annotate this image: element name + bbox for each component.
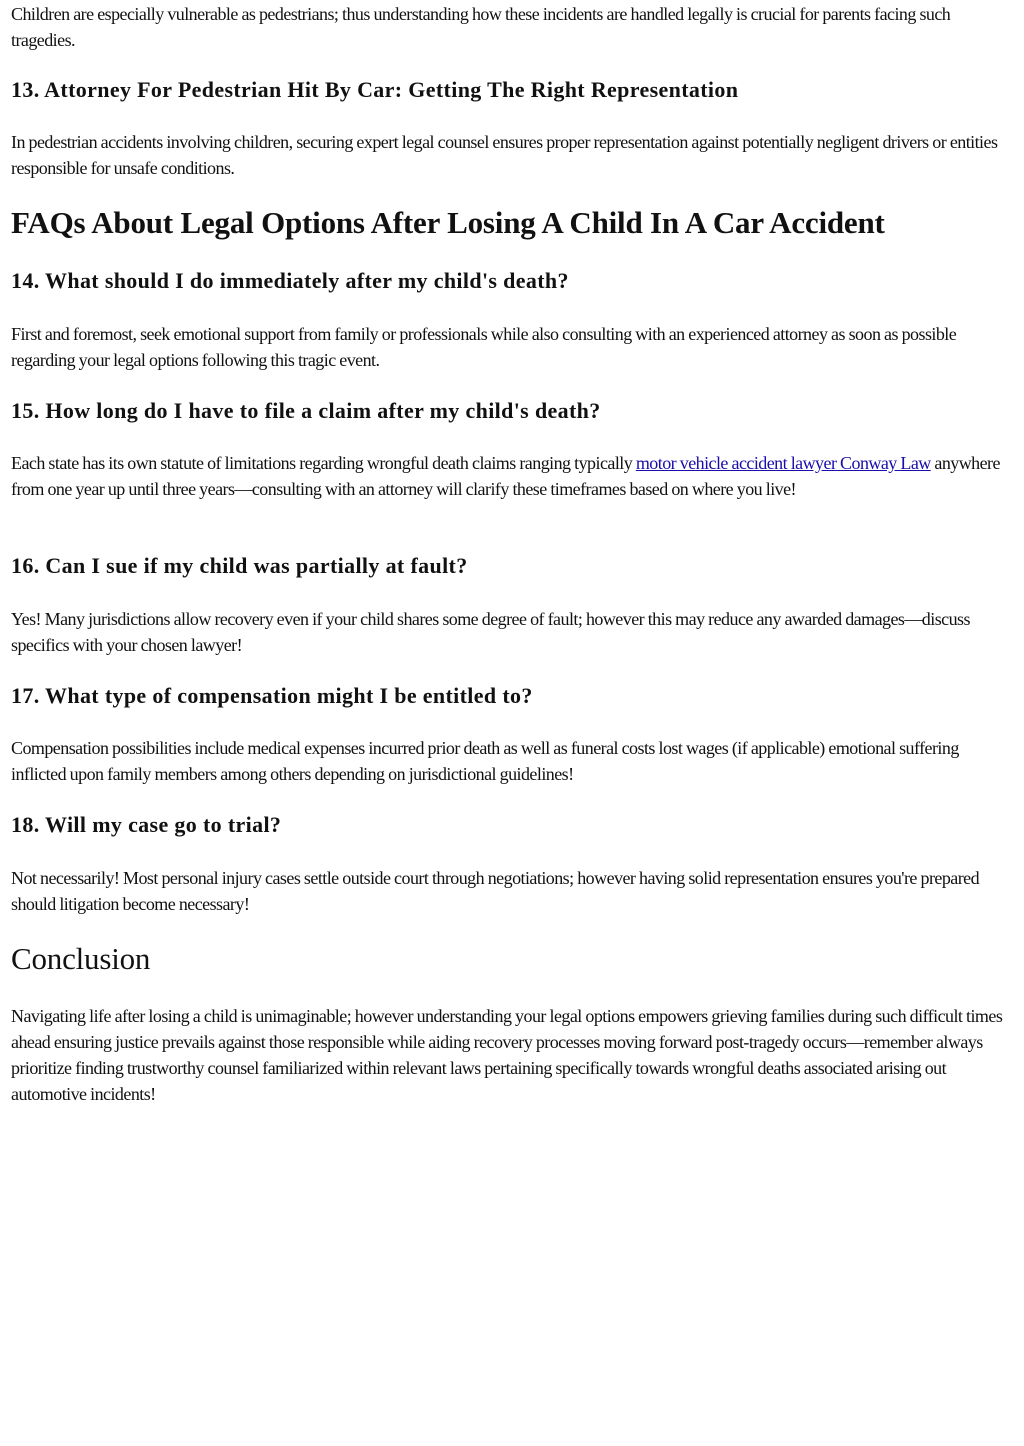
conclusion-paragraph: Navigating life after losing a child is unimaginable; however understanding your legal options empowers grieving families during such difficult times ahead ensuring justice prevails against those responsible while aiding recovery processes moving forward post-tragedy occurs—remember always prioritize finding trustworthy counsel familiarized within relevant laws pertaining specifically towards wrongful deaths associated arising out automotive incidents! <box>11 1006 1003 1104</box>
faq-17-answer: Compensation possibilities include medical expenses incurred prior death as well as funeral costs lost wages (if applicable) emotional suffering inflicted upon family members among others depending on jurisdictional guidelines! <box>11 738 959 784</box>
section-13-paragraph: In pedestrian accidents involving children, securing expert legal counsel ensures proper representation against potentially negligent drivers or entities responsible for unsafe conditions. <box>11 132 998 178</box>
faq-17-question: 17. What type of compensation might I be entitled to? <box>11 683 533 708</box>
conclusion-heading: Conclusion <box>11 941 151 976</box>
faq-14-question: 14. What should I do immediately after my child's death? <box>11 268 569 293</box>
faq-16-answer: Yes! Many jurisdictions allow recovery even if your child shares some degree of fault; however this may reduce any awarded damages—discuss specifics with your chosen lawyer! <box>11 609 970 655</box>
faq-15-answer <box>11 450 1014 502</box>
faq-16-question: 16. Can I sue if my child was partially at fault? <box>11 553 468 578</box>
intro-paragraph: Children are especially vulnerable as pedestrians; thus understanding how these incidents are handled legally is crucial for parents facing such tragedies. <box>11 4 951 50</box>
faq-14-answer: First and foremost, seek emotional support from family or professionals while also consulting with an experienced attorney as soon as possible regarding your legal options following this tragic event. <box>11 324 957 370</box>
faqs-heading: FAQs About Legal Options After Losing A Child In A Car Accident <box>11 205 885 240</box>
faq-15-answer-start: Each state has its own statute of limitations regarding wrongful death claims ranging typically <box>11 453 636 473</box>
faq-18-answer: Not necessarily! Most personal injury cases settle outside court through negotiations; however having solid representation ensures you're prepared should litigation become necessary! <box>11 868 980 914</box>
motor-vehicle-accident-lawyer-link[interactable]: motor vehicle accident lawyer Conway Law <box>635 453 931 473</box>
faq-18-question: 18. Will my case go to trial? <box>11 812 282 837</box>
faq-15-question: 15. How long do I have to file a claim after my child's death? <box>11 398 601 423</box>
section-13-heading: 13. Attorney For Pedestrian Hit By Car: Getting The Right Representation <box>11 77 739 102</box>
faq-15-answer-end: anywhere from one year up until three years—consulting with an attorney will clarify these timeframes based on where you live! <box>11 453 1000 499</box>
